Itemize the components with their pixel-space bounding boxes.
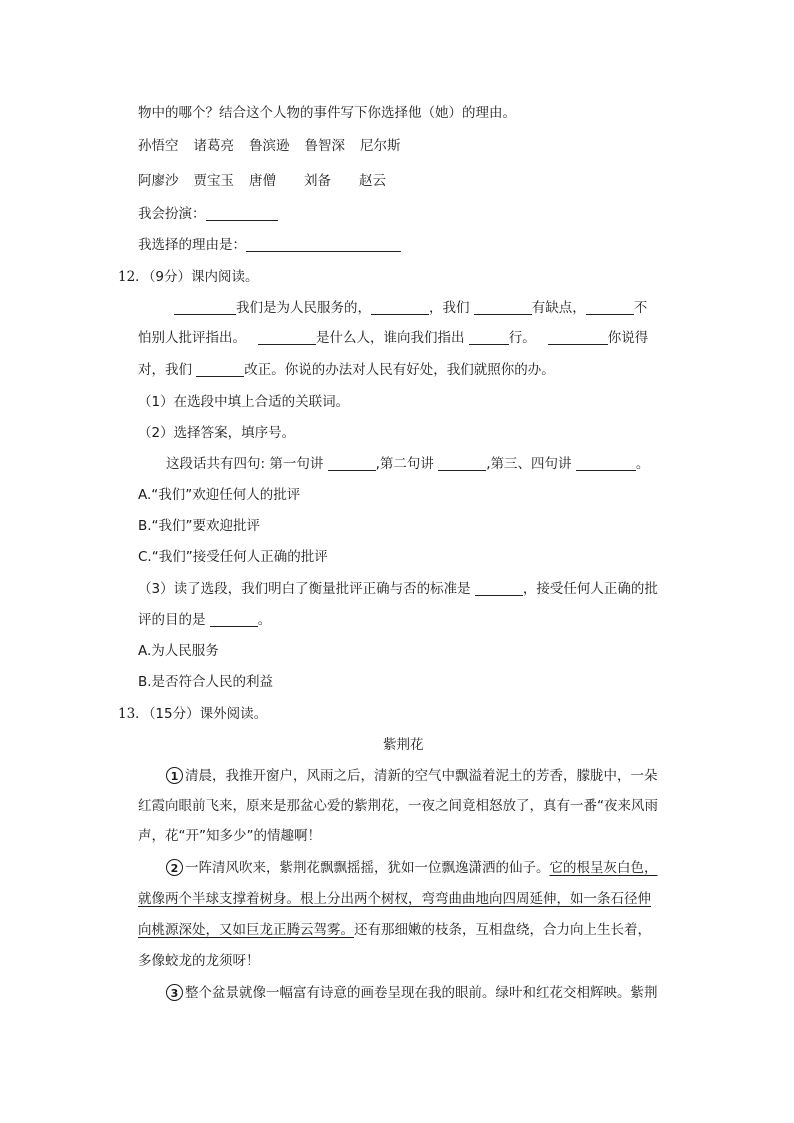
q12-sub2-line: 这段话共有四句: 第一句讲 ,第二句讲 ,第三、四句讲 。 bbox=[166, 456, 650, 472]
name-option: 赵云 bbox=[359, 173, 386, 189]
para2-line4: 多像蛟龙的龙须呀！ bbox=[138, 953, 260, 969]
underlined-text: 向桃源深处，又如巨龙正腾云驾雾。 bbox=[138, 922, 354, 938]
question-score: （15分）课外阅读。 bbox=[148, 706, 268, 722]
q11-names-row1 bbox=[138, 136, 401, 156]
sentence1-blank[interactable] bbox=[328, 456, 376, 471]
q12-header bbox=[118, 267, 259, 287]
q12-sub3-line1: （3）读了选段，我们明白了衡量批评正确与否的标准是 ，接受任何人正确的批 bbox=[138, 581, 658, 597]
q12-option-b: B.“我们”要欢迎批评 bbox=[138, 518, 261, 534]
para2-line2 bbox=[138, 889, 651, 909]
act-label: 我会扮演： bbox=[138, 206, 206, 222]
name-option: 贾宝玉 bbox=[193, 173, 234, 189]
q12-sub3-line2: 评的目的是 。 bbox=[138, 612, 272, 628]
act-answer-blank[interactable] bbox=[206, 206, 278, 221]
q12-answer-a: A.为人民服务 bbox=[138, 643, 219, 659]
q11-act-line bbox=[138, 204, 278, 224]
para3-line1: 3 整个盆景就像一幅富有诗意的画卷呈现在我的眼前。绿叶和红花交相辉映。紫荆 bbox=[166, 983, 658, 1003]
reason-label: 我选择的理由是： bbox=[138, 237, 246, 253]
standard-blank[interactable] bbox=[475, 581, 523, 596]
q11-names-row2 bbox=[138, 171, 386, 191]
q12-option-a: A.“我们”欢迎任何人的批评 bbox=[138, 487, 301, 503]
q12-passage-line1: 我们是为人民服务的， ，我们 有缺点， 不 bbox=[174, 298, 647, 318]
q11-prompt: 物中的哪个？结合这个人物的事件写下你选择他（她）的理由。 bbox=[138, 105, 516, 121]
name-option: 孙悟空 bbox=[138, 138, 179, 154]
para1-line1: 1 清晨，我推开窗户，风雨之后，清新的空气中飘溢着泥土的芳香，朦胧中，一朵 bbox=[166, 766, 658, 786]
name-option: 鲁智深 bbox=[304, 138, 345, 154]
name-option: 尼尔斯 bbox=[360, 138, 401, 154]
question-number: 13． bbox=[118, 706, 149, 722]
sentence34-blank[interactable] bbox=[576, 456, 636, 471]
paragraph-number-badge: 3 bbox=[166, 984, 183, 1001]
sentence2-blank[interactable] bbox=[438, 456, 486, 471]
q12-passage-line2: 怕别人批评指出。 是什么人，谁向我们指出 行。 你说得 bbox=[138, 330, 649, 346]
conjunction-blank-2[interactable] bbox=[371, 300, 429, 315]
q12-sub1: （1）在选段中填上合适的关联词。 bbox=[138, 394, 350, 410]
name-option: 鲁滨逊 bbox=[249, 138, 290, 154]
q12-sub2: （2）选择答案，填序号。 bbox=[138, 425, 296, 441]
para1-line3: 声，花“开”知多少”的情趣啊！ bbox=[138, 828, 321, 844]
q12-answer-b: B.是否符合人民的利益 bbox=[138, 674, 274, 690]
conjunction-blank-7[interactable] bbox=[548, 330, 608, 345]
conjunction-blank-8[interactable] bbox=[196, 362, 244, 377]
q12-passage-line3: 对，我们 改正。你说的办法对人民有好处，我们就照你的办。 bbox=[138, 362, 555, 378]
paragraph-number-badge: 2 bbox=[166, 859, 183, 876]
conjunction-blank-5[interactable] bbox=[258, 330, 316, 345]
paragraph-number-badge: 1 bbox=[166, 767, 183, 784]
conjunction-blank-1[interactable] bbox=[174, 300, 236, 315]
purpose-blank[interactable] bbox=[210, 612, 258, 627]
para2-line1: 2 一阵清风吹来，紫荆花飘飘摇摇，犹如一位飘逸潇洒的仙子。它的根呈灰白色， bbox=[166, 858, 658, 878]
name-option: 唐僧 bbox=[249, 173, 276, 189]
q12-option-c: C.“我们”接受任何人正确的批评 bbox=[138, 549, 328, 565]
conjunction-blank-3[interactable] bbox=[474, 300, 532, 315]
para1-line2: 红霞向眼前飞来，原来是那盆心爱的紫荆花，一夜之间竟相怒放了，真有一番“夜来风雨 bbox=[138, 798, 658, 814]
conjunction-blank-4[interactable] bbox=[586, 300, 634, 315]
name-option: 刘备 bbox=[304, 173, 331, 189]
q13-header bbox=[118, 704, 267, 724]
q11-reason-line bbox=[138, 235, 401, 255]
conjunction-blank-6[interactable] bbox=[469, 330, 509, 345]
reason-answer-blank[interactable] bbox=[246, 237, 401, 252]
underlined-text: 就像两个半球支撑着树身。根上分出两个树杈，弯弯曲曲地向四周延伸，如一条石径伸 bbox=[138, 891, 651, 907]
para2-line3: 向桃源深处，又如巨龙正腾云驾雾。还有那细嫩的枝条，互相盘绕，合力向上生长着， bbox=[138, 922, 651, 938]
question-score: （9分）课内阅读。 bbox=[148, 269, 259, 285]
name-option: 阿廖沙 bbox=[138, 173, 179, 189]
name-option: 诸葛亮 bbox=[193, 138, 234, 154]
underlined-text: 它的根呈灰白色， bbox=[549, 860, 658, 876]
question-number: 12． bbox=[118, 269, 149, 285]
passage-title: 紫荆花 bbox=[383, 737, 424, 753]
